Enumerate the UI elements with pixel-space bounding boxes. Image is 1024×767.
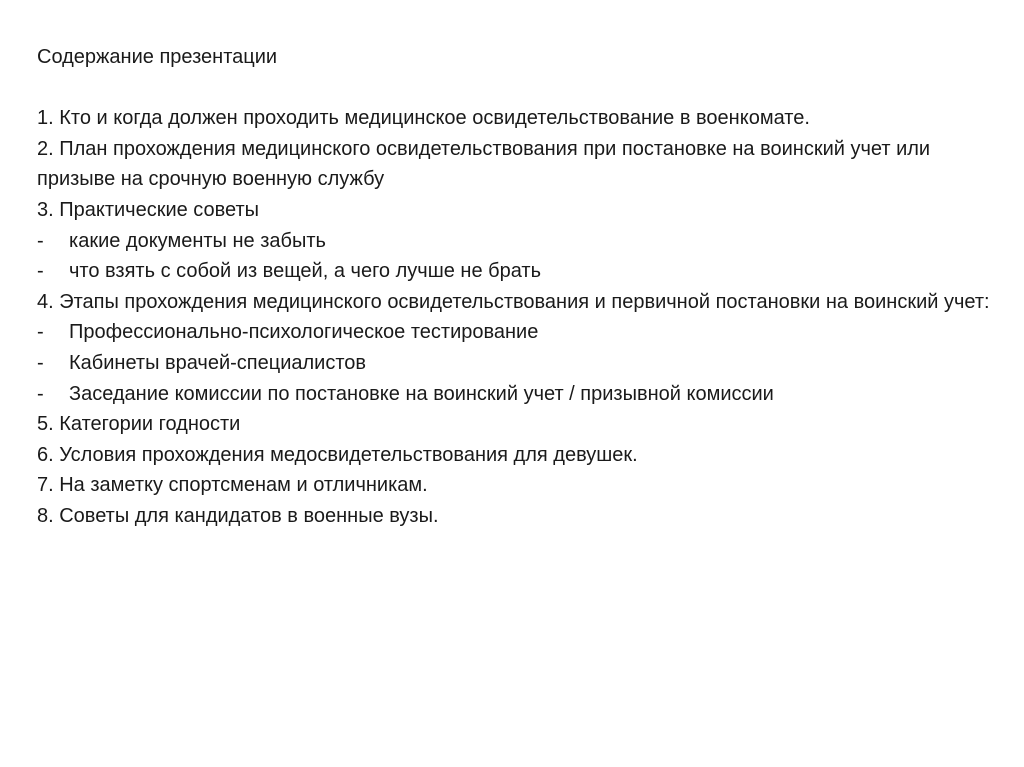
dash-bullet: - [37, 260, 44, 283]
slide-content [37, 42, 997, 532]
dash-bullet: - [37, 351, 44, 374]
title-spacer [37, 73, 997, 104]
contents-subitem [37, 317, 997, 348]
contents-subitem-text: что взять с собой из вещей, а чего лучше не брать [69, 260, 541, 283]
contents-item: 8. Советы для кандидатов в военные вузы. [37, 504, 439, 527]
contents-item: 1. Кто и когда должен проходить медицинское освидетельствование в военкомате. [37, 107, 810, 130]
contents-subitem [37, 348, 997, 379]
contents-item: 7. На заметку спортсменам и отличникам. [37, 474, 428, 497]
contents-item: 5. Категории годности [37, 413, 241, 436]
contents-subitem-text: какие документы не забыть [69, 229, 326, 252]
contents-subitem-text: Профессионально-психологическое тестирование [69, 321, 539, 344]
contents-item: 3. Практические советы [37, 198, 260, 221]
dash-bullet: - [37, 321, 44, 344]
contents-item: 6. Условия прохождения медосвидетельствования для девушек. [37, 443, 638, 466]
contents-subitem [37, 379, 997, 410]
contents-item: 4. Этапы прохождения медицинского освидетельствования и первичной постановки на воинский учет: [37, 290, 990, 313]
contents-subitem-text: Кабинеты врачей-специалистов [69, 351, 367, 374]
contents-subitem-text: Заседание комиссии по постановке на воинский учет / призывной комиссии [69, 382, 774, 405]
contents-list [37, 103, 997, 531]
dash-bullet: - [37, 229, 44, 252]
slide-title: Содержание презентации [37, 46, 278, 68]
contents-subitem [37, 226, 997, 257]
contents-subitem [37, 256, 997, 287]
contents-item: 2. План прохождения медицинского освидетельствования при постановке на воинский учет или призыве на срочную военную службу [37, 137, 931, 191]
dash-bullet: - [37, 382, 44, 405]
